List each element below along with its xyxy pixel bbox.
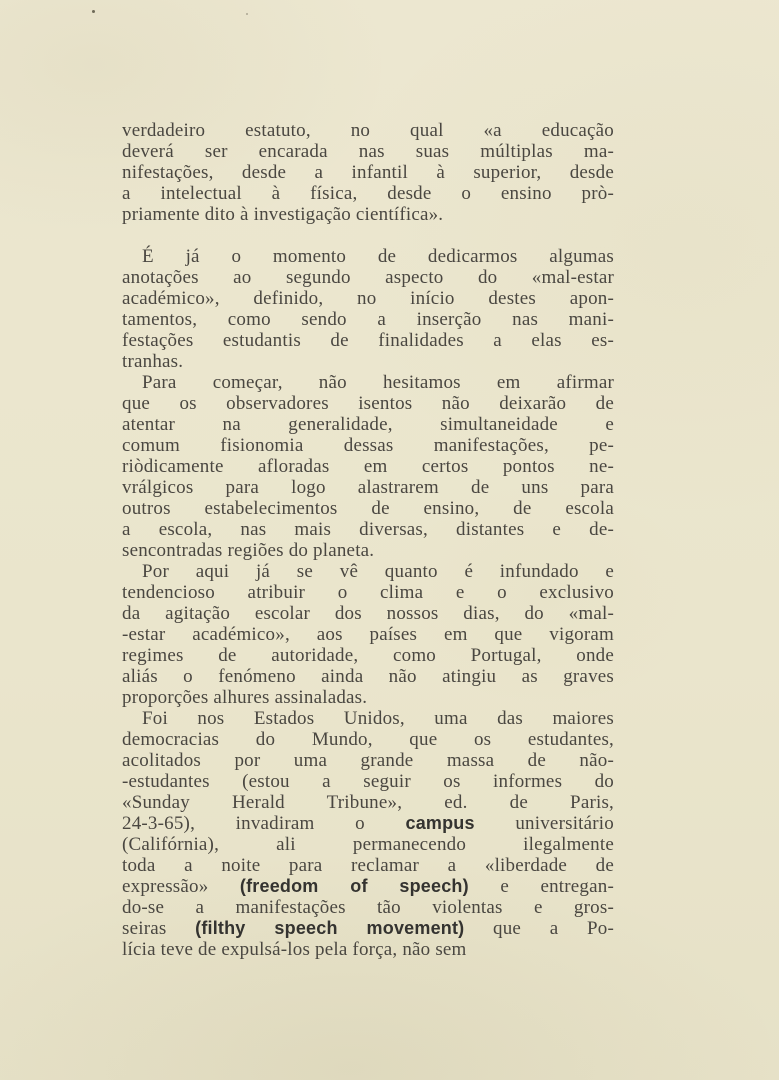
- paragraph-5: [122, 708, 614, 960]
- text-segment: deverá ser encarada nas suas múltiplas ma-: [122, 141, 614, 162]
- text-line: [122, 456, 614, 477]
- text-segment: «Sunday Herald Tribune», ed. de Paris,: [122, 792, 614, 813]
- text-segment: atentar na generalidade, simultaneidade e: [122, 414, 614, 435]
- text-segment: (Califórnia), ali permanecendo ilegalmente: [122, 834, 614, 855]
- text-segment: da agitação escolar dos nossos dias, do «mal-: [122, 603, 614, 624]
- text-segment: tendencioso atribuir o clima e o exclusivo: [122, 582, 614, 603]
- text-line: [122, 813, 614, 834]
- text-line: [122, 519, 614, 540]
- text-line: [122, 330, 614, 351]
- text-segment: vrálgicos para logo alastrarem de uns para: [122, 477, 614, 498]
- text-segment: toda a noite para reclamar a «liberdade de: [122, 855, 614, 876]
- bold-emphasis: (freedom of speech): [239, 876, 469, 896]
- text-line: [122, 918, 614, 939]
- text-line: [122, 162, 614, 183]
- text-line: [122, 414, 614, 435]
- text-line: [122, 477, 614, 498]
- text-line: [122, 288, 614, 309]
- bold-emphasis: (filthy speech movement): [195, 918, 465, 938]
- text-segment: a intelectual à física, desde o ensino prò-: [122, 183, 614, 204]
- paragraph-4: [122, 561, 614, 708]
- text-segment: expressão»: [122, 876, 240, 897]
- text-line: [122, 687, 614, 708]
- text-line: [122, 729, 614, 750]
- text-line: [122, 855, 614, 876]
- text-line: [122, 351, 614, 372]
- text-segment: riòdicamente afloradas em certos pontos ne-: [122, 456, 614, 477]
- text-segment: e entregan-: [468, 876, 614, 897]
- text-line: [122, 561, 614, 582]
- text-segment: comum fisionomia dessas manifestações, pe-: [122, 435, 614, 456]
- text-line: [122, 267, 614, 288]
- text-segment: que a Po-: [464, 918, 614, 939]
- text-segment: lícia teve de expulsá-los pela força, não sem: [122, 939, 467, 960]
- text-segment: universitário: [474, 813, 614, 834]
- text-line: [122, 393, 614, 414]
- text-line: [122, 141, 614, 162]
- text-line: [122, 897, 614, 918]
- text-segment: festações estudantis de finalidades a elas es-: [122, 330, 614, 351]
- text-segment: democracias do Mundo, que os estudantes,: [122, 729, 614, 750]
- text-segment: proporções alhures assinaladas.: [122, 687, 368, 708]
- text-segment: aliás o fenómeno ainda não atingiu as graves: [122, 666, 614, 687]
- text-line: [122, 309, 614, 330]
- text-segment: seiras: [122, 918, 196, 939]
- text-line: [122, 792, 614, 813]
- text-line: [122, 582, 614, 603]
- text-line: [122, 666, 614, 687]
- text-segment: tranhas.: [122, 351, 184, 372]
- text-segment: que os observadores isentos não deixarão de: [122, 393, 614, 414]
- text-segment: Foi nos Estados Unidos, uma das maiores: [142, 708, 614, 729]
- text-line: [122, 246, 614, 267]
- text-segment: Para começar, não hesitamos em afirmar: [142, 372, 614, 393]
- scan-speck: [246, 13, 248, 15]
- text-line: [122, 708, 614, 729]
- text-segment: nifestações, desde a infantil à superior, desde: [122, 162, 614, 183]
- text-line: [122, 645, 614, 666]
- text-segment: verdadeiro estatuto, no qual «a educação: [122, 120, 614, 141]
- text-line: [122, 540, 614, 561]
- text-segment: Por aqui já se vê quanto é infundado e: [142, 561, 614, 582]
- text-line: [122, 771, 614, 792]
- paragraph-2: [122, 246, 614, 372]
- text-segment: É já o momento de dedicarmos algumas: [142, 246, 614, 267]
- scan-speck: [92, 10, 95, 13]
- text-segment: regimes de autoridade, como Portugal, onde: [122, 645, 614, 666]
- text-line: [122, 750, 614, 771]
- paragraph-3: [122, 372, 614, 561]
- text-segment: do-se a manifestações tão violentas e gros-: [122, 897, 614, 918]
- text-segment: anotações ao segundo aspecto do «mal-estar: [122, 267, 614, 288]
- page-text: [122, 120, 614, 960]
- text-line: [122, 603, 614, 624]
- text-line: [122, 120, 614, 141]
- text-segment: 24-3-65), invadiram o: [122, 813, 406, 834]
- text-line: [122, 939, 614, 960]
- text-segment: tamentos, como sendo a inserção nas mani-: [122, 309, 614, 330]
- text-segment: outros estabelecimentos de ensino, de escola: [122, 498, 614, 519]
- bold-emphasis: campus: [405, 813, 475, 833]
- text-segment: -estar académico», aos países em que vigoram: [122, 624, 614, 645]
- text-segment: acolitados por uma grande massa de não-: [122, 750, 614, 771]
- text-segment: sencontradas regiões do planeta.: [122, 540, 375, 561]
- text-line: [122, 498, 614, 519]
- text-line: [122, 372, 614, 393]
- text-line: [122, 435, 614, 456]
- text-segment: -estudantes (estou a seguir os informes do: [122, 771, 614, 792]
- text-line: [122, 876, 614, 897]
- text-line: [122, 624, 614, 645]
- text-line: [122, 183, 614, 204]
- text-segment: a escola, nas mais diversas, distantes e de-: [122, 519, 614, 540]
- text-line: [122, 834, 614, 855]
- paragraph-1: [122, 120, 614, 225]
- text-segment: priamente dito à investigação científica».: [122, 204, 444, 225]
- text-segment: académico», definido, no início destes apon-: [122, 288, 614, 309]
- text-line: [122, 204, 614, 225]
